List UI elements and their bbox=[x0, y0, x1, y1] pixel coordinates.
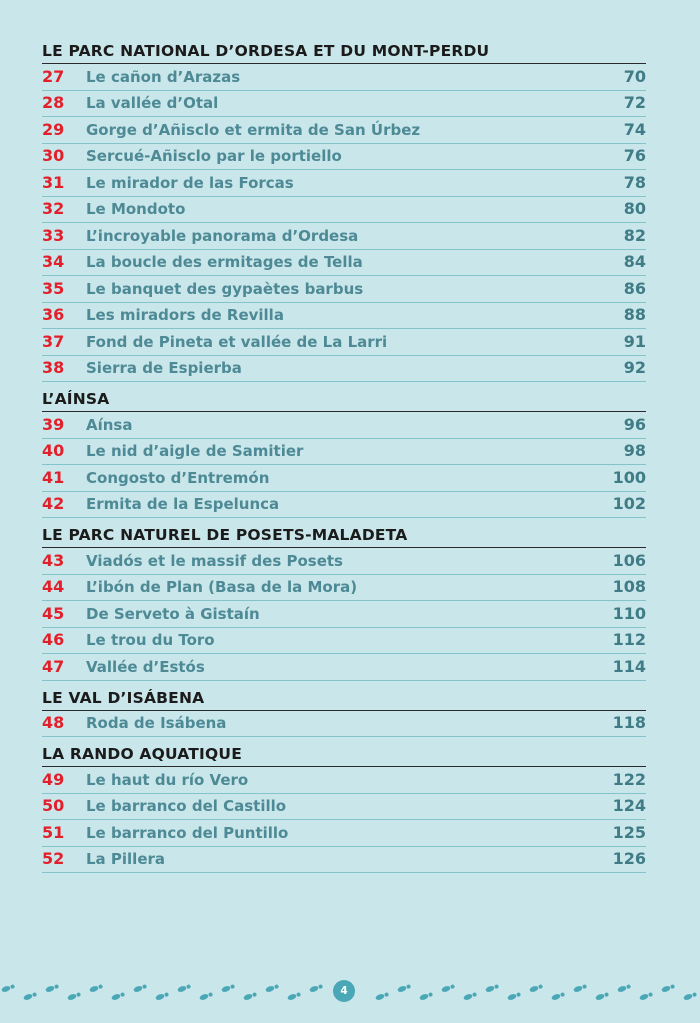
entry-number: 48 bbox=[42, 713, 65, 733]
entry-title: Congosto d’Entremón bbox=[86, 468, 270, 487]
toc-entry[interactable] bbox=[42, 439, 646, 466]
entry-number: 36 bbox=[42, 305, 65, 325]
entry-page: 76 bbox=[623, 146, 646, 166]
entry-page: 118 bbox=[612, 713, 646, 733]
entry-title: Ermita de la Espelunca bbox=[86, 495, 280, 514]
entry-page: 124 bbox=[612, 796, 646, 816]
section-heading: LE VAL D’ISÁBENA bbox=[42, 685, 646, 711]
section-heading: L’AÍNSA bbox=[42, 386, 646, 412]
entry-page: 92 bbox=[623, 358, 646, 378]
entry-title: De Serveto à Gistaín bbox=[86, 604, 260, 623]
entry-title: Le barranco del Puntillo bbox=[86, 823, 289, 842]
entry-number: 49 bbox=[42, 769, 65, 789]
entry-title: Le cañon d’Arazas bbox=[86, 67, 241, 86]
entry-number: 37 bbox=[42, 331, 65, 351]
toc-entry[interactable] bbox=[42, 329, 646, 356]
entry-number: 46 bbox=[42, 630, 65, 650]
entry-title: La Pillera bbox=[86, 850, 166, 869]
entry-number: 45 bbox=[42, 603, 65, 623]
entry-page: 108 bbox=[612, 577, 646, 597]
toc-entry[interactable] bbox=[42, 820, 646, 847]
entry-number: 50 bbox=[42, 796, 65, 816]
entry-page: 100 bbox=[612, 467, 646, 487]
section-heading: LE PARC NATUREL DE POSETS-MALADETA bbox=[42, 522, 646, 548]
entry-title: Sierra de Espierba bbox=[86, 359, 242, 378]
entry-page: 98 bbox=[623, 441, 646, 461]
entry-number: 52 bbox=[42, 849, 65, 869]
entry-page: 122 bbox=[612, 769, 646, 789]
entry-number: 35 bbox=[42, 278, 65, 298]
entry-page: 126 bbox=[612, 849, 646, 869]
entry-title: La boucle des ermitages de Tella bbox=[86, 253, 363, 272]
entry-title: Le banquet des gypaètes barbus bbox=[86, 279, 364, 298]
entry-number: 51 bbox=[42, 822, 65, 842]
entry-number: 47 bbox=[42, 656, 65, 676]
entry-number: 42 bbox=[42, 494, 65, 514]
section-heading: LA RANDO AQUATIQUE bbox=[42, 741, 646, 767]
entry-number: 33 bbox=[42, 225, 65, 245]
entry-title: Les miradors de Revilla bbox=[86, 306, 284, 325]
toc-entry[interactable] bbox=[42, 628, 646, 655]
toc-entry[interactable] bbox=[42, 575, 646, 602]
entry-number: 32 bbox=[42, 199, 65, 219]
entry-title: L’ibón de Plan (Basa de la Mora) bbox=[86, 578, 358, 597]
entry-title: Gorge d’Añisclo et ermita de San Úrbez bbox=[86, 120, 421, 139]
toc-entry[interactable] bbox=[42, 64, 646, 91]
entry-title: Le nid d’aigle de Samitier bbox=[86, 442, 304, 461]
entry-page: 110 bbox=[612, 603, 646, 623]
entry-page: 88 bbox=[623, 305, 646, 325]
entry-number: 43 bbox=[42, 550, 65, 570]
toc-entry[interactable] bbox=[42, 847, 646, 874]
entry-title: L’incroyable panorama d’Ordesa bbox=[86, 226, 359, 245]
entry-page: 74 bbox=[623, 119, 646, 139]
toc-entry[interactable] bbox=[42, 465, 646, 492]
toc-entry[interactable] bbox=[42, 711, 646, 738]
toc-entry[interactable] bbox=[42, 144, 646, 171]
toc-entry[interactable] bbox=[42, 223, 646, 250]
entry-page: 106 bbox=[612, 550, 646, 570]
toc-entry[interactable] bbox=[42, 767, 646, 794]
entry-number: 44 bbox=[42, 577, 65, 597]
entry-title: Aínsa bbox=[86, 415, 133, 434]
entry-number: 39 bbox=[42, 414, 65, 434]
entry-title: Le trou du Toro bbox=[86, 631, 215, 650]
entry-page: 86 bbox=[623, 278, 646, 298]
toc-entry[interactable] bbox=[42, 303, 646, 330]
entry-title: Viadós et le massif des Posets bbox=[86, 551, 343, 570]
table-of-contents bbox=[42, 38, 646, 873]
entry-number: 27 bbox=[42, 66, 65, 86]
entry-page: 78 bbox=[623, 172, 646, 192]
section-heading: LE PARC NATIONAL D’ORDESA ET DU MONT-PERDU bbox=[42, 38, 646, 64]
toc-entry[interactable] bbox=[42, 117, 646, 144]
toc-entry[interactable] bbox=[42, 197, 646, 224]
toc-entry[interactable] bbox=[42, 412, 646, 439]
entry-number: 31 bbox=[42, 172, 65, 192]
toc-entry[interactable] bbox=[42, 276, 646, 303]
toc-entry[interactable] bbox=[42, 548, 646, 575]
entry-title: Le haut du río Vero bbox=[86, 770, 249, 789]
entry-page: 82 bbox=[623, 225, 646, 245]
entry-number: 30 bbox=[42, 146, 65, 166]
entry-page: 80 bbox=[623, 199, 646, 219]
entry-title: Le mirador de las Forcas bbox=[86, 173, 294, 192]
entry-title: Le barranco del Castillo bbox=[86, 797, 287, 816]
entry-title: Vallée d’Estós bbox=[86, 657, 205, 676]
entry-title: Roda de Isábena bbox=[86, 714, 227, 733]
toc-entry[interactable] bbox=[42, 91, 646, 118]
toc-entry[interactable] bbox=[42, 170, 646, 197]
page-footer bbox=[0, 975, 700, 1015]
entry-page: 84 bbox=[623, 252, 646, 272]
toc-entry[interactable] bbox=[42, 250, 646, 277]
entry-page: 70 bbox=[623, 66, 646, 86]
entry-number: 38 bbox=[42, 358, 65, 378]
entry-page: 72 bbox=[623, 93, 646, 113]
entry-page: 125 bbox=[612, 822, 646, 842]
toc-entry[interactable] bbox=[42, 492, 646, 519]
entry-page: 102 bbox=[612, 494, 646, 514]
entry-page: 112 bbox=[612, 630, 646, 650]
entry-page: 96 bbox=[623, 414, 646, 434]
entry-title: Le Mondoto bbox=[86, 200, 186, 219]
entry-number: 29 bbox=[42, 119, 65, 139]
toc-entry[interactable] bbox=[42, 654, 646, 681]
entry-page: 114 bbox=[612, 656, 646, 676]
toc-entry[interactable] bbox=[42, 601, 646, 628]
entry-title: La vallée d’Otal bbox=[86, 94, 219, 113]
entry-title: Fond de Pineta et vallée de La Larri bbox=[86, 332, 388, 351]
toc-entry[interactable] bbox=[42, 794, 646, 821]
entry-number: 28 bbox=[42, 93, 65, 113]
entry-number: 34 bbox=[42, 252, 65, 272]
page-number: 4 bbox=[333, 980, 355, 1002]
entry-number: 41 bbox=[42, 467, 65, 487]
entry-number: 40 bbox=[42, 441, 65, 461]
entry-page: 91 bbox=[623, 331, 646, 351]
entry-title: Sercué-Añisclo par le portiello bbox=[86, 147, 342, 166]
toc-entry[interactable] bbox=[42, 356, 646, 383]
